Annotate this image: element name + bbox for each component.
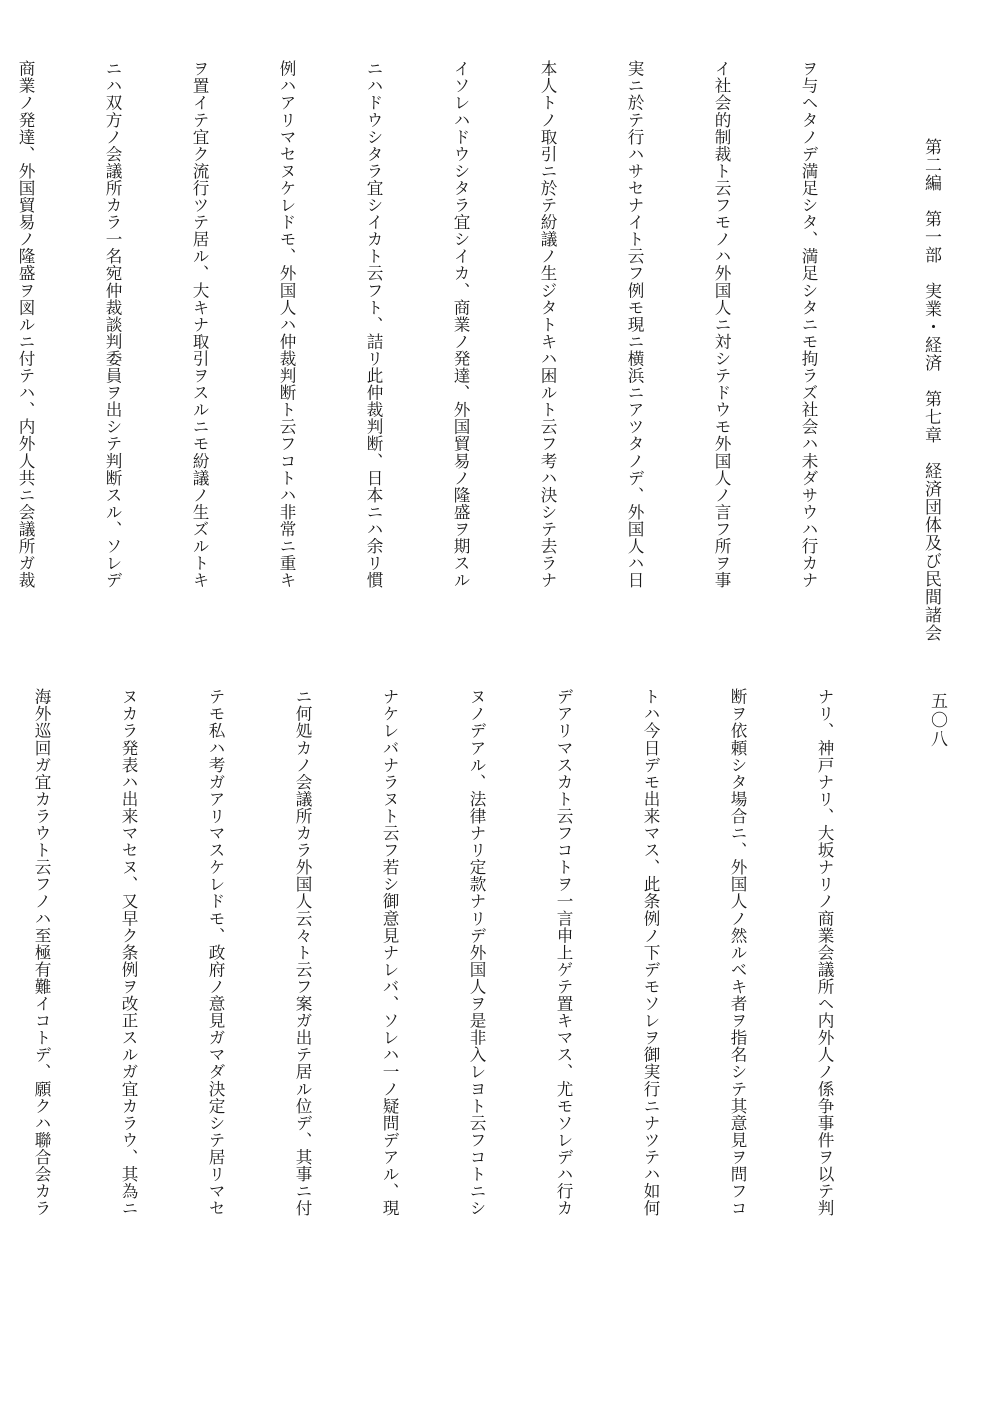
text-line: トハ今日デモ出来マス、此条例ノ下デモソレヲ御実行ニナツテハ如何 bbox=[641, 688, 660, 1217]
text-line: ニハ双方ノ会議所カラ一名宛仲裁談判委員ヲ出シテ判断スル、ソレデ bbox=[103, 60, 122, 589]
text-line: ニ何処カノ会議所カラ外国人云々ト云フ案ガ出テ居ル位デ、其事ニ付 bbox=[293, 688, 312, 1217]
page-number: 五〇八 bbox=[927, 692, 947, 749]
text-line: 実ニ於テ行ハサセナイト云フ例モ現ニ横浜ニアツタノデ、外国人ハ日 bbox=[625, 60, 644, 589]
text-line: ナケレバナラヌト云フ若シ御意見ナレバ、ソレハ一ノ疑問デアル、現 bbox=[380, 688, 399, 1217]
text-line: ナリ、神戸ナリ、大坂ナリノ商業会議所ヘ内外人ノ係争事件ヲ以テ判 bbox=[815, 688, 834, 1217]
text-line: ヲ置イテ宜ク流行ツテ居ル、大キナ取引ヲスルニモ紛議ノ生ズルトキ bbox=[190, 60, 209, 589]
text-line: ヌノデアル、法律ナリ定款ナリデ外国人ヲ是非入レヨト云フコトニシ bbox=[467, 688, 486, 1217]
text-line: 海外巡回ガ宜カラウト云フノハ至極有難イコトデ、願クハ聯合会カラ bbox=[32, 688, 51, 1217]
text-line: 断ヲ依頼シタ場合ニ、外国人ノ然ルベキ者ヲ指名シテ其意見ヲ問フコ bbox=[728, 688, 747, 1217]
upper-text-block bbox=[16, 60, 881, 660]
text-line: 例ハアリマセヌケレドモ、外国人ハ仲裁判断ト云フコトハ非常ニ重キ bbox=[277, 60, 296, 589]
header-chapter: 第七章 bbox=[921, 390, 941, 444]
text-line: イソレハドウシタラ宜シイカ、商業ノ発達、外国貿易ノ隆盛ヲ期スル bbox=[451, 60, 470, 589]
header-subject: 実業・経済 bbox=[921, 282, 941, 372]
text-line: 商業ノ発達、外国貿易ノ隆盛ヲ図ルニ付テハ、内外人共ニ会議所ガ裁 bbox=[16, 60, 35, 589]
running-header bbox=[922, 138, 939, 660]
text-line: イ社会的制裁ト云フモノハ外国人ニ対シテドウモ外国人ノ言フ所ヲ事 bbox=[712, 60, 731, 589]
text-line: テモ私ハ考ガアリマスケレドモ、政府ノ意見ガマダ決定シテ居リマセ bbox=[206, 688, 225, 1217]
header-section: 第一部 bbox=[921, 210, 941, 264]
text-line: デアリマスカト云フコトヲ一言申上ゲテ置キマス、尤モソレデハ行カ bbox=[554, 688, 573, 1217]
header-part: 第二編 bbox=[921, 138, 941, 192]
header-chapter-title: 経済団体及び民間諸会 bbox=[921, 462, 941, 642]
text-line: 本人トノ取引ニ於テ紛議ノ生ジタトキハ困ルト云フ考ハ決シテ去ラナ bbox=[538, 60, 557, 589]
text-line: ニハドウシタラ宜シイカト云フト、詰リ此仲裁判断、日本ニハ余リ慣 bbox=[364, 60, 383, 589]
text-line: ヌカラ発表ハ出来マセヌ、又早ク条例ヲ改正スルガ宜カラウ、其為ニ bbox=[119, 688, 138, 1217]
lower-text-block bbox=[32, 688, 897, 1356]
text-line: ヲ与ヘタノデ満足シタ、満足シタニモ拘ラズ社会ハ未ダサウハ行カナ bbox=[799, 60, 818, 589]
